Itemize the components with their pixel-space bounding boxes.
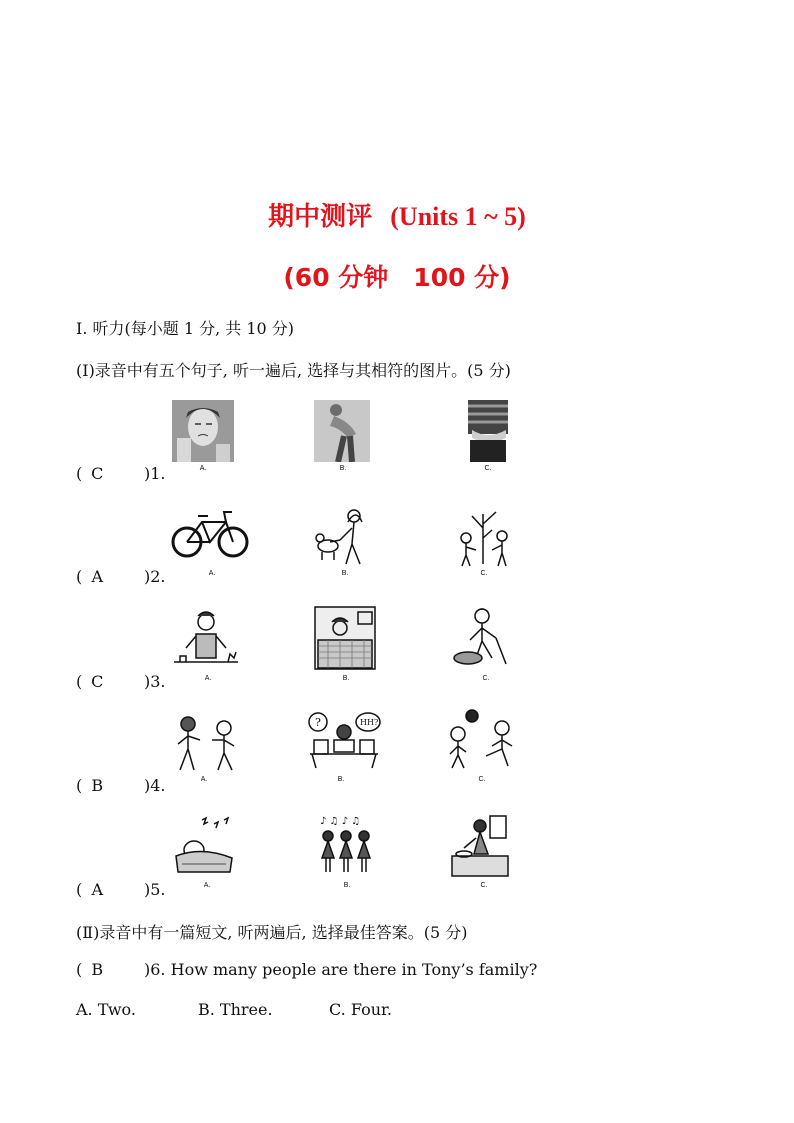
caption-b: B. [341, 570, 349, 577]
question-number: )2. [144, 567, 166, 586]
question-number: )5. [144, 880, 166, 899]
caption-a: A. [204, 675, 212, 682]
part1-heading: (Ⅰ)录音中有五个句子, 听一遍后, 选择与其相符的图片。(5 分) [76, 361, 511, 380]
caption-b: B. [339, 465, 347, 472]
question-3 [76, 672, 166, 691]
part2-heading: (Ⅱ)录音中有一篇短文, 听两遍后, 选择最佳答案。(5 分) [76, 923, 468, 942]
answer-slot: ( B [76, 960, 104, 979]
caption-c: C. [478, 776, 486, 783]
image-boy-studying [306, 710, 382, 772]
image-boys-arguing [170, 710, 242, 774]
section-heading: Ⅰ. 听力(每小题 1 分, 共 10 分) [76, 319, 295, 338]
caption-b: B. [337, 776, 345, 783]
caption-a: A. [199, 465, 207, 472]
answer-slot: ( C [76, 672, 104, 691]
answer-slot: ( C [76, 464, 104, 483]
question-number: )1. [144, 464, 166, 483]
image-boy-toothache [172, 400, 234, 462]
answer-slot: ( A [76, 567, 104, 586]
caption-c: C. [480, 570, 488, 577]
question-number: )3. [144, 672, 166, 691]
question-number: )4. [144, 776, 166, 795]
question-4 [76, 776, 166, 795]
caption-b: B. [342, 675, 350, 682]
question-6 [76, 960, 537, 979]
svg-text:?: ? [315, 716, 321, 729]
option-a: A. Two. [76, 1000, 136, 1019]
caption-b: B. [343, 882, 351, 889]
svg-text:HH?: HH? [360, 718, 379, 727]
caption-a: A. [208, 570, 216, 577]
image-girls-singing [314, 814, 378, 876]
image-bicycle [170, 506, 250, 560]
option-c: C. Four. [329, 1000, 392, 1019]
question-text: How many people are there in Tony’s family? [170, 960, 538, 979]
image-boy-watering [172, 606, 240, 670]
image-man-backache [314, 400, 370, 462]
image-playing-soccer [446, 708, 518, 772]
title-cn: 期中测评 [268, 202, 373, 232]
svg-text:♪ ♫ ♪ ♫: ♪ ♫ ♪ ♫ [320, 816, 361, 827]
image-girl-walking-dog [312, 504, 374, 566]
image-woman-cooking [450, 814, 510, 880]
caption-a: A. [203, 882, 211, 889]
image-planting-tree [452, 504, 514, 568]
answer-slot: ( A [76, 880, 104, 899]
image-boy-making-bed [314, 606, 376, 670]
answer-slot: ( B [76, 776, 104, 795]
caption-c: C. [482, 675, 490, 682]
question-number: )6. [144, 960, 166, 979]
image-boy-doing-laundry [452, 604, 512, 670]
question-1 [76, 464, 166, 483]
caption-c: C. [484, 465, 492, 472]
question-5 [76, 880, 166, 899]
page-subtitle: (60 分钟 100 分) [283, 263, 511, 292]
option-b: B. Three. [198, 1000, 273, 1019]
title-en: (Units 1 ~ 5) [390, 202, 526, 231]
image-stomachache [462, 400, 514, 462]
caption-a: A. [200, 776, 208, 783]
image-boy-sleeping [172, 816, 236, 876]
caption-c: C. [480, 882, 488, 889]
question-2 [76, 567, 166, 586]
page-title [0, 196, 794, 233]
